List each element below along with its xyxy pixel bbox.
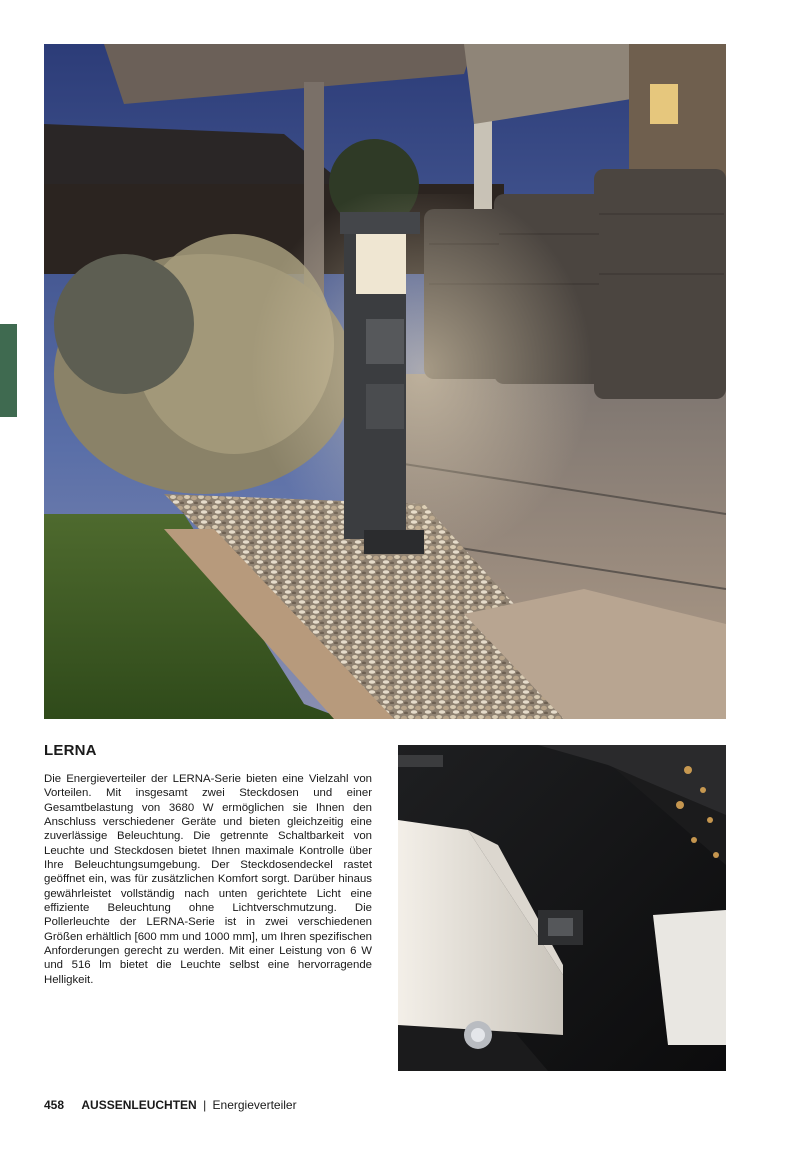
footer-separator: | <box>203 1098 207 1112</box>
page-footer <box>44 1098 297 1112</box>
page-number: 458 <box>44 1098 65 1112</box>
detail-photo <box>398 745 726 1071</box>
article-title: LERNA <box>44 742 97 759</box>
footer-section: AUSSENLEUCHTEN <box>81 1098 197 1112</box>
article-body: Die Energieverteiler der LERNA-Serie bieten eine Vielzahl von Vorteilen. Mit insgesamt zwei Steckdosen und einer Gesamtbelastung von 3680 W ermöglichen sie Ihnen den Anschluss verschiedener Geräte und bieten gleichzeitig eine zuverlässige Beleuchtung. Die getrennte Schaltbarkeit von Leuchte und Steckdosen bietet Ihnen maximale Kontrolle über Ihre Beleuchtungsumgebung. Der Steckdosendeckel rastet geöffnet ein, was für zusätzlichen Komfort sorgt. Darüber hinaus gewährleistet vollständig nach unten gerichtete Licht eine effiziente Beleuchtung ohne Lichtverschmutzung. Die Pollerleuchte der LERNA-Serie ist in zwei verschiedenen Größen erhältlich [600 mm und 1000 mm], um Ihren spezifischen Anforderungen gerecht zu werden. Mit einer Leistung von 6 W und 516 lm bietet die Leuchte selbst eine hervorragende Helligkeit. <box>44 773 372 986</box>
hero-photo <box>44 44 726 719</box>
footer-subsection: Energieverteiler <box>212 1098 297 1112</box>
chapter-tab <box>0 324 17 417</box>
